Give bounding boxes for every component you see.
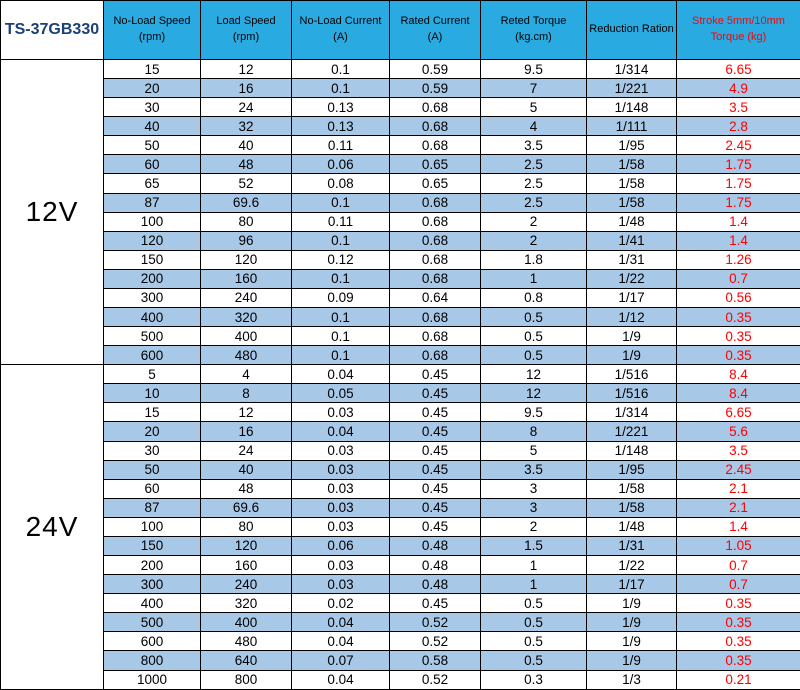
table-cell: 24 bbox=[201, 98, 292, 117]
table-cell: 0.68 bbox=[390, 193, 481, 212]
model-header: TS-37GB330 bbox=[1, 1, 104, 60]
table-cell: 0.65 bbox=[390, 174, 481, 193]
table-cell: 1/48 bbox=[587, 212, 677, 231]
table-cell: 0.03 bbox=[292, 479, 390, 498]
table-cell: 500 bbox=[104, 613, 201, 632]
col-header-line: Reduction Ration bbox=[589, 23, 674, 36]
table-cell: 0.64 bbox=[390, 288, 481, 307]
table-cell: 1/148 bbox=[587, 98, 677, 117]
table-cell: 400 bbox=[104, 594, 201, 613]
table-cell: 0.56 bbox=[677, 288, 800, 307]
table-cell: 1/9 bbox=[587, 613, 677, 632]
table-cell: 0.59 bbox=[390, 79, 481, 98]
table-cell: 0.68 bbox=[390, 250, 481, 269]
table-cell: 0.1 bbox=[292, 269, 390, 288]
table-cell: 2.1 bbox=[677, 479, 800, 498]
table-cell: 12 bbox=[481, 365, 587, 384]
table-cell: 1 bbox=[481, 269, 587, 288]
table-cell: 800 bbox=[201, 670, 292, 690]
table-cell: 0.02 bbox=[292, 594, 390, 613]
table-cell: 3.5 bbox=[481, 460, 587, 479]
table-cell: 0.35 bbox=[677, 308, 800, 327]
col-header-line: No-Load Speed bbox=[113, 15, 191, 28]
table-cell: 480 bbox=[201, 346, 292, 365]
table-cell: 0.68 bbox=[390, 308, 481, 327]
table-cell: 1.4 bbox=[677, 517, 800, 536]
table-cell: 1/95 bbox=[587, 136, 677, 155]
table-cell: 500 bbox=[104, 327, 201, 346]
table-cell: 0.8 bbox=[481, 288, 587, 307]
table-cell: 1/9 bbox=[587, 651, 677, 670]
table-cell: 30 bbox=[104, 98, 201, 117]
table-cell: 60 bbox=[104, 479, 201, 498]
table-cell: 1.75 bbox=[677, 155, 800, 174]
voltage-label: 24V bbox=[1, 365, 104, 690]
table-cell: 0.45 bbox=[390, 594, 481, 613]
table-row bbox=[1, 498, 800, 517]
table-cell: 0.1 bbox=[292, 79, 390, 98]
table-cell: 1/58 bbox=[587, 479, 677, 498]
table-row bbox=[1, 250, 800, 269]
table-row bbox=[1, 384, 800, 403]
table-cell: 0.45 bbox=[390, 460, 481, 479]
table-cell: 0.7 bbox=[677, 269, 800, 288]
table-cell: 15 bbox=[104, 60, 201, 79]
table-cell: 320 bbox=[201, 594, 292, 613]
table-cell: 2.8 bbox=[677, 117, 800, 136]
table-cell: 600 bbox=[104, 632, 201, 651]
col-header-no-load-current bbox=[292, 1, 390, 60]
table-cell: 5.6 bbox=[677, 422, 800, 441]
table-cell: 0.1 bbox=[292, 193, 390, 212]
table-cell: 800 bbox=[104, 651, 201, 670]
table-row bbox=[1, 575, 800, 594]
table-row bbox=[1, 613, 800, 632]
table-cell: 0.68 bbox=[390, 117, 481, 136]
table-row bbox=[1, 632, 800, 651]
table-cell: 0.5 bbox=[481, 613, 587, 632]
col-header-line: (kg.cm) bbox=[515, 31, 552, 43]
col-header-line: (A) bbox=[427, 31, 443, 43]
table-cell: 80 bbox=[201, 212, 292, 231]
col-header-line: Rated Current bbox=[400, 15, 470, 28]
table-row bbox=[1, 193, 800, 212]
table-cell: 2.45 bbox=[677, 460, 800, 479]
table-cell: 0.08 bbox=[292, 174, 390, 193]
table-cell: 1.8 bbox=[481, 250, 587, 269]
table-cell: 0.59 bbox=[390, 60, 481, 79]
table-cell: 20 bbox=[104, 422, 201, 441]
table-cell: 600 bbox=[104, 346, 201, 365]
table-cell: 87 bbox=[104, 193, 201, 212]
col-header-line: Load Speed bbox=[216, 15, 276, 28]
table-cell: 1.75 bbox=[677, 193, 800, 212]
table-cell: 1/516 bbox=[587, 384, 677, 403]
table-cell: 1/17 bbox=[587, 575, 677, 594]
table-cell: 0.35 bbox=[677, 651, 800, 670]
table-cell: 3.5 bbox=[481, 136, 587, 155]
table-cell: 0.06 bbox=[292, 155, 390, 174]
table-cell: 0.35 bbox=[677, 327, 800, 346]
table-row bbox=[1, 479, 800, 498]
table-body bbox=[1, 60, 800, 690]
table-row bbox=[1, 231, 800, 250]
col-header-rated-current bbox=[390, 1, 481, 60]
table-cell: 240 bbox=[201, 288, 292, 307]
table-cell: 0.03 bbox=[292, 517, 390, 536]
table-cell: 0.68 bbox=[390, 327, 481, 346]
table-cell: 0.5 bbox=[481, 632, 587, 651]
table-row bbox=[1, 670, 800, 690]
table-cell: 16 bbox=[201, 422, 292, 441]
table-cell: 640 bbox=[201, 651, 292, 670]
table-cell: 1/221 bbox=[587, 79, 677, 98]
table-cell: 60 bbox=[104, 155, 201, 174]
col-header-reduction-ration bbox=[587, 1, 677, 60]
table-cell: 5 bbox=[481, 98, 587, 117]
table-cell: 1/516 bbox=[587, 365, 677, 384]
col-header-rated-torque bbox=[481, 1, 587, 60]
table-cell: 0.5 bbox=[481, 346, 587, 365]
table-cell: 1/22 bbox=[587, 269, 677, 288]
table-row bbox=[1, 79, 800, 98]
table-cell: 0.68 bbox=[390, 231, 481, 250]
table-cell: 1.4 bbox=[677, 212, 800, 231]
table-cell: 1.75 bbox=[677, 174, 800, 193]
table-cell: 0.65 bbox=[390, 155, 481, 174]
table-cell: 1 bbox=[481, 556, 587, 575]
table-cell: 400 bbox=[104, 308, 201, 327]
table-cell: 6.65 bbox=[677, 60, 800, 79]
table-cell: 160 bbox=[201, 556, 292, 575]
table-row bbox=[1, 308, 800, 327]
table-cell: 50 bbox=[104, 136, 201, 155]
table-cell: 1/314 bbox=[587, 60, 677, 79]
table-cell: 0.04 bbox=[292, 670, 390, 690]
table-row bbox=[1, 155, 800, 174]
table-cell: 120 bbox=[104, 231, 201, 250]
table-cell: 0.7 bbox=[677, 575, 800, 594]
table-cell: 1/3 bbox=[587, 670, 677, 690]
table-cell: 0.06 bbox=[292, 536, 390, 555]
table-cell: 0.52 bbox=[390, 632, 481, 651]
table-cell: 4 bbox=[201, 365, 292, 384]
table-cell: 0.7 bbox=[677, 556, 800, 575]
table-cell: 300 bbox=[104, 288, 201, 307]
table-row bbox=[1, 212, 800, 231]
table-cell: 5 bbox=[481, 441, 587, 460]
table-cell: 3 bbox=[481, 479, 587, 498]
table-cell: 0.45 bbox=[390, 517, 481, 536]
table-cell: 16 bbox=[201, 79, 292, 98]
table-cell: 0.45 bbox=[390, 498, 481, 517]
table-cell: 0.03 bbox=[292, 441, 390, 460]
table-row bbox=[1, 460, 800, 479]
table-cell: 1/31 bbox=[587, 536, 677, 555]
table-cell: 48 bbox=[201, 155, 292, 174]
table-cell: 0.21 bbox=[677, 670, 800, 690]
table-cell: 5 bbox=[104, 365, 201, 384]
table-row bbox=[1, 346, 800, 365]
table-cell: 48 bbox=[201, 479, 292, 498]
table-cell: 2 bbox=[481, 212, 587, 231]
table-cell: 0.5 bbox=[481, 308, 587, 327]
table-cell: 0.1 bbox=[292, 346, 390, 365]
table-row bbox=[1, 441, 800, 460]
col-header-load-speed bbox=[201, 1, 292, 60]
table-cell: 50 bbox=[104, 460, 201, 479]
table-cell: 3.5 bbox=[677, 98, 800, 117]
table-cell: 40 bbox=[201, 136, 292, 155]
table-cell: 0.1 bbox=[292, 231, 390, 250]
table-cell: 4.9 bbox=[677, 79, 800, 98]
table-cell: 52 bbox=[201, 174, 292, 193]
table-cell: 0.09 bbox=[292, 288, 390, 307]
table-cell: 87 bbox=[104, 498, 201, 517]
col-header-stroke-torque bbox=[677, 1, 800, 60]
table-cell: 1/9 bbox=[587, 594, 677, 613]
table-cell: 65 bbox=[104, 174, 201, 193]
table-cell: 12 bbox=[201, 403, 292, 422]
table-cell: 0.45 bbox=[390, 365, 481, 384]
table-cell: 80 bbox=[201, 517, 292, 536]
col-header-no-load-speed bbox=[104, 1, 201, 60]
table-cell: 40 bbox=[201, 460, 292, 479]
table-cell: 0.13 bbox=[292, 117, 390, 136]
table-cell: 0.07 bbox=[292, 651, 390, 670]
table-cell: 1.05 bbox=[677, 536, 800, 555]
table-cell: 40 bbox=[104, 117, 201, 136]
table-cell: 0.35 bbox=[677, 613, 800, 632]
table-cell: 1/221 bbox=[587, 422, 677, 441]
table-cell: 0.11 bbox=[292, 136, 390, 155]
table-cell: 0.1 bbox=[292, 308, 390, 327]
col-header-line: (rpm) bbox=[138, 31, 166, 43]
table-cell: 1/9 bbox=[587, 632, 677, 651]
table-cell: 69.6 bbox=[201, 498, 292, 517]
table-cell: 24 bbox=[201, 441, 292, 460]
table-cell: 20 bbox=[104, 79, 201, 98]
table-cell: 32 bbox=[201, 117, 292, 136]
table-cell: 0.48 bbox=[390, 556, 481, 575]
table-cell: 0.48 bbox=[390, 536, 481, 555]
table-cell: 100 bbox=[104, 517, 201, 536]
table-row bbox=[1, 651, 800, 670]
table-row bbox=[1, 288, 800, 307]
table-cell: 0.1 bbox=[292, 60, 390, 79]
table-cell: 2.5 bbox=[481, 193, 587, 212]
table-cell: 3.5 bbox=[677, 441, 800, 460]
table-cell: 120 bbox=[201, 250, 292, 269]
table-cell: 0.05 bbox=[292, 384, 390, 403]
table-cell: 96 bbox=[201, 231, 292, 250]
table-cell: 3 bbox=[481, 498, 587, 517]
table-cell: 1/12 bbox=[587, 308, 677, 327]
table-cell: 1/48 bbox=[587, 517, 677, 536]
table-row bbox=[1, 269, 800, 288]
table-cell: 0.68 bbox=[390, 98, 481, 117]
table-cell: 0.45 bbox=[390, 479, 481, 498]
table-cell: 2.5 bbox=[481, 174, 587, 193]
table-cell: 0.11 bbox=[292, 212, 390, 231]
table-cell: 1/31 bbox=[587, 250, 677, 269]
table-row bbox=[1, 174, 800, 193]
table-cell: 400 bbox=[201, 327, 292, 346]
table-cell: 6.65 bbox=[677, 403, 800, 422]
table-cell: 1/58 bbox=[587, 193, 677, 212]
table-cell: 150 bbox=[104, 536, 201, 555]
table-cell: 0.04 bbox=[292, 613, 390, 632]
table-cell: 0.03 bbox=[292, 460, 390, 479]
table-cell: 1/111 bbox=[587, 117, 677, 136]
table-cell: 1/58 bbox=[587, 155, 677, 174]
table-cell: 300 bbox=[104, 575, 201, 594]
col-header-line: Torque (kg) bbox=[710, 31, 767, 43]
table-row bbox=[1, 556, 800, 575]
table-cell: 0.45 bbox=[390, 384, 481, 403]
table-cell: 1.5 bbox=[481, 536, 587, 555]
table-cell: 100 bbox=[104, 212, 201, 231]
table-cell: 2.5 bbox=[481, 155, 587, 174]
table-cell: 240 bbox=[201, 575, 292, 594]
table-cell: 69.6 bbox=[201, 193, 292, 212]
table-row bbox=[1, 117, 800, 136]
table-row bbox=[1, 422, 800, 441]
table-cell: 1.4 bbox=[677, 231, 800, 250]
table-cell: 12 bbox=[481, 384, 587, 403]
table-cell: 0.52 bbox=[390, 670, 481, 690]
table-cell: 0.5 bbox=[481, 651, 587, 670]
voltage-label: 12V bbox=[1, 60, 104, 365]
table-row bbox=[1, 365, 800, 384]
table-row bbox=[1, 403, 800, 422]
table-cell: 1/41 bbox=[587, 231, 677, 250]
table-cell: 1.26 bbox=[677, 250, 800, 269]
table-cell: 0.04 bbox=[292, 365, 390, 384]
table-cell: 9.5 bbox=[481, 60, 587, 79]
table-cell: 400 bbox=[201, 613, 292, 632]
table-cell: 1/58 bbox=[587, 174, 677, 193]
table-cell: 1/95 bbox=[587, 460, 677, 479]
table-cell: 8 bbox=[481, 422, 587, 441]
table-cell: 8.4 bbox=[677, 384, 800, 403]
table-cell: 0.45 bbox=[390, 441, 481, 460]
table-row bbox=[1, 60, 800, 79]
table-row bbox=[1, 136, 800, 155]
table-cell: 1/17 bbox=[587, 288, 677, 307]
table-cell: 8.4 bbox=[677, 365, 800, 384]
table-cell: 120 bbox=[201, 536, 292, 555]
table-cell: 0.04 bbox=[292, 632, 390, 651]
table-cell: 2 bbox=[481, 231, 587, 250]
table-cell: 0.35 bbox=[677, 632, 800, 651]
table-cell: 7 bbox=[481, 79, 587, 98]
table-cell: 30 bbox=[104, 441, 201, 460]
table-cell: 0.35 bbox=[677, 346, 800, 365]
table-cell: 0.68 bbox=[390, 346, 481, 365]
table-cell: 0.03 bbox=[292, 403, 390, 422]
col-header-line: No-Load Current bbox=[299, 15, 382, 28]
table-row bbox=[1, 517, 800, 536]
col-header-line: Stroke 5mm/10mm bbox=[692, 15, 785, 28]
col-header-line: Reted Torque bbox=[500, 15, 567, 28]
table-cell: 1 bbox=[481, 575, 587, 594]
table-cell: 1/9 bbox=[587, 327, 677, 346]
table-cell: 4 bbox=[481, 117, 587, 136]
table-cell: 0.04 bbox=[292, 422, 390, 441]
table-cell: 0.5 bbox=[481, 594, 587, 613]
table-cell: 0.35 bbox=[677, 594, 800, 613]
table-cell: 1/9 bbox=[587, 346, 677, 365]
table-cell: 160 bbox=[201, 269, 292, 288]
table-row bbox=[1, 98, 800, 117]
table-cell: 1/22 bbox=[587, 556, 677, 575]
table-cell: 1000 bbox=[104, 670, 201, 690]
table-cell: 200 bbox=[104, 269, 201, 288]
table-cell: 0.68 bbox=[390, 212, 481, 231]
table-cell: 0.5 bbox=[481, 327, 587, 346]
table-cell: 15 bbox=[104, 403, 201, 422]
table-cell: 1/314 bbox=[587, 403, 677, 422]
table-cell: 320 bbox=[201, 308, 292, 327]
table-cell: 0.45 bbox=[390, 403, 481, 422]
table-cell: 12 bbox=[201, 60, 292, 79]
table-cell: 150 bbox=[104, 250, 201, 269]
table-cell: 0.68 bbox=[390, 136, 481, 155]
table-cell: 0.12 bbox=[292, 250, 390, 269]
table-cell: 0.45 bbox=[390, 422, 481, 441]
table-row bbox=[1, 594, 800, 613]
table-cell: 0.1 bbox=[292, 327, 390, 346]
table-cell: 0.52 bbox=[390, 613, 481, 632]
table-row bbox=[1, 327, 800, 346]
table-row bbox=[1, 536, 800, 555]
table-cell: 0.68 bbox=[390, 269, 481, 288]
table-cell: 2 bbox=[481, 517, 587, 536]
table-cell: 8 bbox=[201, 384, 292, 403]
table-cell: 0.03 bbox=[292, 498, 390, 517]
table-cell: 1/58 bbox=[587, 498, 677, 517]
table-cell: 0.13 bbox=[292, 98, 390, 117]
table-cell: 1/148 bbox=[587, 441, 677, 460]
table-cell: 0.48 bbox=[390, 575, 481, 594]
table-cell: 9.5 bbox=[481, 403, 587, 422]
table-cell: 0.03 bbox=[292, 575, 390, 594]
table-cell: 0.3 bbox=[481, 670, 587, 690]
table-cell: 2.1 bbox=[677, 498, 800, 517]
table-cell: 10 bbox=[104, 384, 201, 403]
table-cell: 200 bbox=[104, 556, 201, 575]
table-cell: 480 bbox=[201, 632, 292, 651]
header-row bbox=[1, 1, 800, 60]
table-cell: 0.58 bbox=[390, 651, 481, 670]
col-header-line: (rpm) bbox=[232, 31, 260, 43]
table-cell: 0.03 bbox=[292, 556, 390, 575]
table-cell: 2.45 bbox=[677, 136, 800, 155]
col-header-line: (A) bbox=[333, 31, 348, 43]
